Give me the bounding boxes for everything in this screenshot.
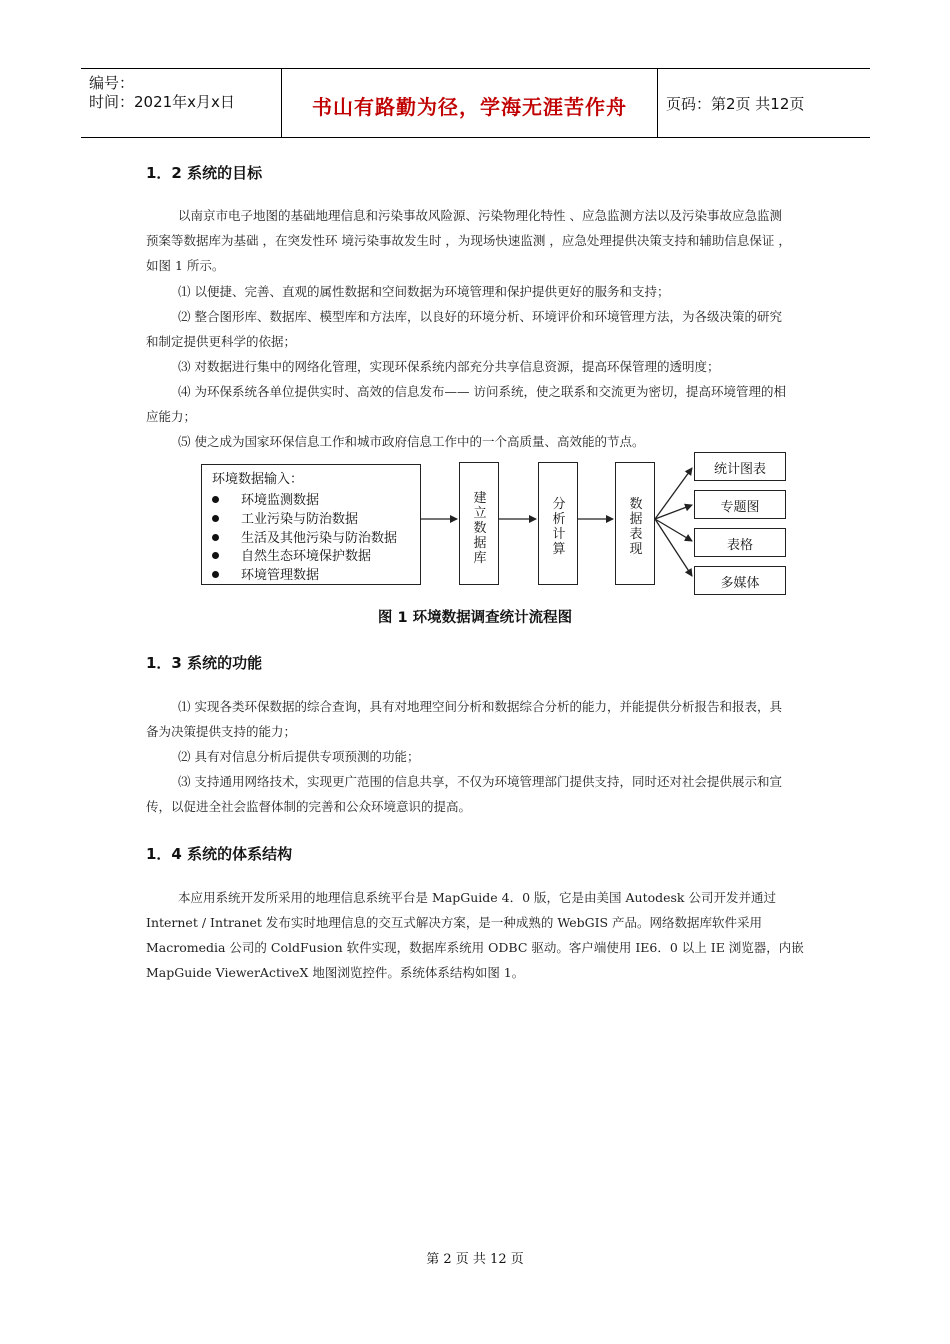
paragraph-line: ⑶ 支持通用网络技术，实现更广范围的信息共享，不仅为环境管理部门提供支持，同时还对社会提供展示和宣 [178, 774, 782, 789]
paragraph-line: ⑴ 实现各类环保数据的综合查询，具有对地理空间分析和数据综合分析的能力，并能提供分析报告和报表，具 [178, 699, 782, 714]
header-page-code: 页码：第2页 共12页 [666, 95, 805, 113]
paragraph-line: 和制定提供更科学的依据； [146, 334, 297, 349]
arrow [655, 519, 692, 576]
diagram-output-label: 统计图表 [713, 462, 766, 477]
paragraph-line: Macromedia 公司的 ColdFusion 软件实现，数据库系统用 ODBC 驱动。客户端使用 IE6．0 以上 IE 浏览器，内嵌 [146, 940, 804, 955]
diagram-input-item: 工业污染与防治数据 [212, 508, 358, 527]
paragraph-line: 传，以促进全社会监督体制的完善和公众环境意识的提高。 [146, 799, 472, 814]
paragraph-line: 本应用系统开发所采用的地理信息系统平台是 MapGuide 4．0 版，它是由美国 Autodesk 公司开发并通过 [178, 890, 776, 905]
paragraph-line: ⑴ 以便捷、完善、直观的属性数据和空间数据为环境管理和保护提供更好的服务和支持； [178, 284, 670, 299]
section-title-1-4: 1．4 系统的体系结构 [146, 845, 293, 863]
paragraph-line: Internet / Intranet 发布实时地理信息的交互式解决方案，是一种成熟的 WebGIS 产品。网络数据库软件采用 [146, 915, 763, 930]
paragraph-line: 应能力； [146, 409, 197, 424]
diagram-output-label: 专题图 [720, 500, 760, 515]
arrow [655, 519, 692, 541]
header-date-label: 时间：2021年x月x日 [89, 93, 235, 111]
paragraph-line: ⑵ 具有对信息分析后提供专项预测的功能； [178, 749, 420, 764]
figure-caption: 图 1 环境数据调查统计流程图 [377, 610, 573, 626]
paragraph-line: ⑶ 对数据进行集中的网络化管理，实现环保系统内部充分共享信息资源，提高环保管理的透明度； [178, 359, 720, 374]
diagram-output-label: 多媒体 [720, 576, 760, 591]
paragraph-line: 以南京市电子地图的基础地理信息和污染事故风险源、污染物理化特性 、应急监测方法以及污染事故应急监测 [178, 208, 782, 223]
diagram-output-label: 表格 [726, 538, 753, 553]
diagram-input-title: 环境数据输入： [212, 472, 304, 487]
diagram-step-label: 分析计算 [552, 497, 566, 557]
paragraph-line: 如图 1 所示。 [146, 258, 225, 273]
paragraph-line: ⑸ 使之成为国家环保信息工作和城市政府信息工作中的一个高质量、高效能的节点。 [178, 434, 645, 449]
paragraph-line: ⑵ 整合图形库、数据库、模型库和方法库，以良好的环境分析、环境评价和环境管理方法，为各级决策的研究 [178, 309, 782, 324]
paragraph-line: ⑷ 为环保系统各单位提供实时、高效的信息发布—— 访问系统，使之联系和交流更为密切，提高环境管理的相 [178, 384, 786, 399]
diagram-input-item: 环境监测数据 [212, 489, 319, 508]
page-footer: 第 2 页 共 12 页 [426, 1252, 524, 1267]
diagram-step-label: 建立数据库 [473, 491, 487, 566]
header-motto: 书山有路勤为径，学海无涯苦作舟 [312, 95, 627, 119]
diagram-input-item: 生活及其他污染与防治数据 [212, 527, 397, 546]
section-title-1-3: 1．3 系统的功能 [146, 654, 263, 672]
diagram-input-item: 环境管理数据 [212, 564, 319, 583]
paragraph-line: 备为决策提供支持的能力； [146, 724, 297, 739]
section-title-1-2: 1．2 系统的目标 [146, 164, 263, 182]
diagram-step-label: 数据表现 [629, 497, 643, 557]
header-number-label: 编号： [89, 74, 135, 92]
paragraph-line: MapGuide ViewerActiveX 地图浏览控件。系统体系结构如图 1。 [146, 965, 525, 980]
paragraph-line: 预案等数据库为基础 ，在突发性环 境污染事故发生时 ，为现场快速监测 ，应急处理提供决策支持和辅助信息保证 ， [146, 233, 791, 248]
diagram-input-item: 自然生态环境保护数据 [212, 545, 371, 564]
